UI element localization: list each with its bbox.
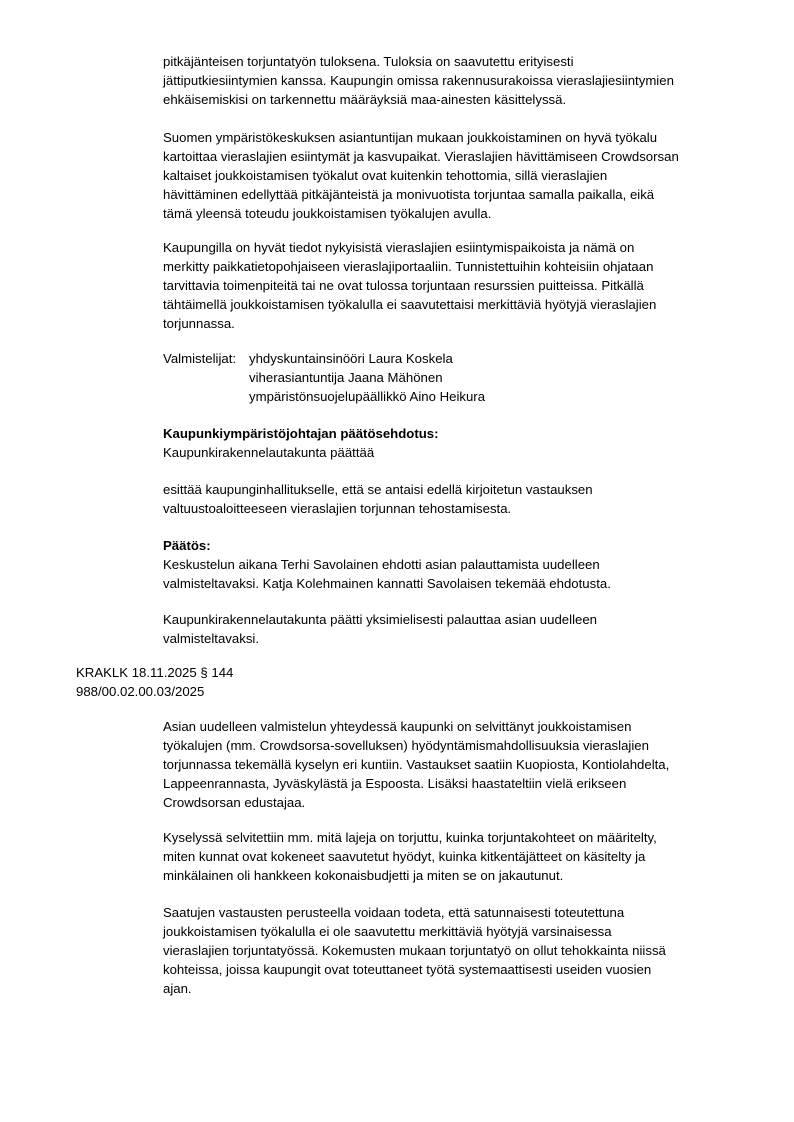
text-line: kartoittaa vieraslajien esiintymät ja kasvupaikat. Vieraslajien hävittämiseen Crowdsorsan xyxy=(163,149,679,164)
text-line: kohteissa, joissa kaupungit ovat toteuttaneet työtä systemaattisesti useiden vuosien xyxy=(163,962,652,977)
meeting-id: KRAKLK 18.11.2025 § 144 xyxy=(76,665,234,680)
text-line: jättiputkiesiintymien kanssa. Kaupungin omissa rakennusurakoissa vieraslajiesiintymien xyxy=(163,73,674,88)
proposal-section xyxy=(163,424,753,462)
text-line: Asian uudelleen valmistelun yhteydessä kaupunki on selvittänyt joukkoistamisen xyxy=(163,719,632,734)
decision-outcome xyxy=(163,610,753,648)
record-number: 988/00.02.00.03/2025 xyxy=(76,684,205,699)
text-line: Kaupunkirakennelautakunta päätti yksimielisesti palauttaa asian uudelleen xyxy=(163,612,598,627)
text-line: miten kunnat ovat kokeneet saavutetut hyödyt, kuinka kitkentäjätteet on käsitelty ja xyxy=(163,849,646,864)
preparer-name: ympäristönsuojelupäällikkö Aino Heikura xyxy=(249,389,486,404)
text-line: valmisteltavaksi. xyxy=(163,631,260,646)
text-line: joukkoistamisen työkalulla ei ole saavutettu merkittäviä hyötyjä varsinaisessa xyxy=(163,924,612,939)
paragraph-expert-opinion xyxy=(163,128,753,223)
text-line: Lappeenrannasta, Jyväskylästä ja Espoosta. Lisäksi haastateltiin vielä erikseen xyxy=(163,776,627,791)
decision-heading: Päätös: xyxy=(163,538,211,553)
text-line: tämä yleensä toteudu joukkoistamisen työkalujen avulla. xyxy=(163,206,492,221)
text-line: Suomen ympäristökeskuksen asiantuntijan mukaan joukkoistaminen on hyvä työkalu xyxy=(163,130,658,145)
paragraph-survey xyxy=(163,717,753,812)
text-line: pitkäjänteisen torjuntatyön tuloksena. Tuloksia on saavutettu erityisesti xyxy=(163,54,574,69)
text-line: valtuustoaloitteeseen vieraslajien torjunnan tehostamisesta. xyxy=(163,501,512,516)
preparer-row xyxy=(163,349,753,368)
text-line: Kaupungilla on hyvät tiedot nykyisistä vieraslajien esiintymispaikoista ja nämä on xyxy=(163,240,635,255)
preparers-section xyxy=(163,349,753,406)
proposal-text xyxy=(163,480,753,518)
preparer-name: yhdyskuntainsinööri Laura Koskela xyxy=(249,351,453,366)
text-line: merkitty paikkatietopohjaiseen vieraslajiportaaliin. Tunnistettuihin kohteisiin ohjataan xyxy=(163,259,654,274)
paragraph-results xyxy=(163,52,753,109)
preparers-label: Valmistelijat: xyxy=(163,351,237,366)
paragraph-city-knowledge xyxy=(163,238,753,333)
decision-section xyxy=(163,536,753,593)
text-line: ehkäisemiskisi on tarkennettu määräyksiä maa-ainesten käsittelyssä. xyxy=(163,92,567,107)
meeting-reference xyxy=(76,663,376,701)
preparer-name: viherasiantuntija Jaana Mähönen xyxy=(249,370,443,385)
text-line: ajan. xyxy=(163,981,192,996)
text-line: valmisteltavaksi. Katja Kolehmainen kannatti Savolaisen tekemää ehdotusta. xyxy=(163,576,611,591)
text-line: tähtäimellä joukkoistamisen työkalulla ei saavutettaisi merkittäviä hyötyjä vieraslajien xyxy=(163,297,657,312)
text-line: työkalujen (mm. Crowdsorsa-sovelluksen) hyödyntämismahdollisuuksia vieraslajien xyxy=(163,738,649,753)
text-line: esittää kaupunginhallitukselle, että se antaisi edellä kirjoitetun vastauksen xyxy=(163,482,593,497)
text-line: torjunnassa. xyxy=(163,316,235,331)
text-line: torjunnassa tekemällä kyselyn eri kuntiin. Vastaukset saatiin Kuopiosta, Kontiolahdelta, xyxy=(163,757,670,772)
text-line: Saatujen vastausten perusteella voidaan todeta, että satunnaisesti toteutettuna xyxy=(163,905,625,920)
text-line: hävittäminen edellyttää pitkäjänteistä ja monivuotista torjuntaa samalla paikalla, eikä xyxy=(163,187,655,202)
paragraph-survey-topics xyxy=(163,828,753,885)
text-line: Kyselyssä selvitettiin mm. mitä lajeja on torjuttu, kuinka torjuntakohteet on määritelty, xyxy=(163,830,657,845)
text-line: minkälainen oli hankkeen kokonaisbudjetti ja miten se on jakautunut. xyxy=(163,868,564,883)
text-line: tarvittavia toimenpiteitä tai ne ovat tulossa torjuntaan resurssien puitteissa. Pitkällä xyxy=(163,278,644,293)
text-line: Keskustelun aikana Terhi Savolainen ehdotti asian palauttamista uudelleen xyxy=(163,557,600,572)
paragraph-conclusion xyxy=(163,903,753,998)
text-line: vieraslajien torjuntatyössä. Kokemusten mukaan torjuntatyö on ollut tehokkainta niissä xyxy=(163,943,666,958)
proposal-heading: Kaupunkiympäristöjohtajan päätösehdotus: xyxy=(163,426,439,441)
text-line: kaltaiset joukkoistamisen työkalut ovat kuitenkin tehottomia, sillä vieraslajien xyxy=(163,168,608,183)
text-line: Crowdsorsan edustajaa. xyxy=(163,795,306,810)
proposal-intro: Kaupunkirakennelautakunta päättää xyxy=(163,445,375,460)
